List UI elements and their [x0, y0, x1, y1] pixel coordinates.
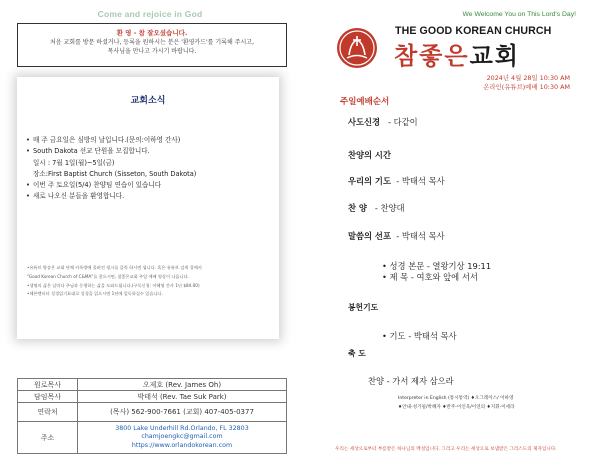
- church-logo-mark: [337, 28, 377, 68]
- right-panel: [300, 0, 600, 464]
- contact-key: 담임목사: [18, 391, 78, 403]
- table-row: [18, 391, 287, 403]
- news-list: [26, 135, 271, 203]
- church-logo-icon: [337, 28, 377, 68]
- church-name-korean: 참좋은교회: [394, 42, 520, 70]
- footer-motto: 우리는 세상으로부터 부름받은 하나님의 백성입니다. 그리고 우리는 세상으로 보냄받은 그리스도의 제자입니다.: [335, 447, 557, 452]
- website-link[interactable]: https://www.orlandokorean.com: [131, 441, 233, 449]
- news-item: • South Dakota 선교 단원을 모집합니다.: [26, 146, 271, 157]
- sermon-subject-line: • 제 목 - 여호와 앞에 서서: [382, 272, 478, 282]
- benediction-heading: 축 도: [348, 349, 366, 358]
- table-row: [18, 403, 287, 422]
- news-title: 교회소식: [130, 96, 166, 106]
- welcome-line-2: 목사님을 만나고 가시기 바랍니다.: [107, 48, 197, 55]
- order-choir: 찬 양 - 찬양대: [348, 203, 405, 213]
- bullet-icon: •: [26, 147, 30, 156]
- greeting-banner: Come and rejoice in God: [97, 9, 203, 19]
- bullet-icon: •: [26, 181, 30, 190]
- order-praise-time: 찬양의 시간: [348, 150, 391, 160]
- closing-song-line: 찬양 - 가서 제자 삼으라: [368, 376, 454, 386]
- address-line: 3800 Lake Underhill Rd.Orlando, FL 32803: [115, 424, 249, 432]
- church-name-english: THE GOOD KOREAN CHURCH: [395, 25, 552, 37]
- news-item-detail: 장소:First Baptist Church (Sisseton, South Dakota): [33, 169, 197, 178]
- note-line: •생명의 삶은 날마다 주님과 동행하는 삶을 도와드립니다.(구독신청: 이혜영 간사 1년 $84.00): [27, 282, 200, 288]
- service-order-title: 주일예배순서: [340, 97, 390, 107]
- note-line: •헤븐맨터터 성경읽기표대로 성경을 읽으시면 1년에 일독하실수 있습니다.: [27, 291, 163, 297]
- bullet-icon: •: [26, 192, 30, 201]
- note-line: •유튜브 방송은 교회 단체 카톡방에 올려진 링크를 클릭 하시면 됩니다. 혹은 유튜브 검색 창에서: [27, 265, 202, 270]
- address-key: 주소: [18, 422, 78, 454]
- news-item: • 새로 나오신 분들을 환영합니다.: [26, 191, 271, 202]
- table-row: [18, 379, 287, 391]
- news-item-detail: 일시 : 7월 1일(월)~5일(금): [33, 158, 115, 167]
- service-date: 2024년 4월 28일 10:30 AM 온라인(유튜브)예배 10:30 AM: [483, 74, 570, 91]
- interpreter-credits: Interpreter in English (통시통역) ♦오그레이스/ 이하영 ♦안내-성기필/박혜자 ♦반주-이인욱/이연의 ♦지휘-이세라: [398, 396, 515, 411]
- order-creed: 사도신경 - 다같이: [348, 117, 418, 127]
- news-notes: [27, 264, 269, 299]
- welcome-line-1: 처음 교회를 방문 하셨거나, 등록을 원하시는 분은 '환영카드'를 기록해 주시고,: [50, 39, 254, 46]
- contact-value: (목사) 562-900-7661 (교회) 407-405-0377: [78, 403, 287, 422]
- news-item: • 이번 주 토요일(5/4) 찬양팀 연습이 있습니다: [26, 180, 271, 191]
- welcome-notice-box: [17, 23, 287, 67]
- offering-prayer-heading: 봉헌기도: [348, 303, 379, 312]
- order-sermon: 말씀의 선포 - 박태석 목사: [348, 231, 445, 241]
- contact-value: 오제호 (Rev. James Oh): [78, 379, 287, 391]
- table-row: [18, 422, 287, 454]
- church-news-box: [17, 77, 279, 339]
- contact-value: 박태석 (Rev. Tae Suk Park): [78, 391, 287, 403]
- scripture-line: • 성경 본문 - 열왕기상 19:11: [382, 261, 492, 271]
- note-line: "Good Korean Church of C&MA"를 찾으시면, 참좋은교회 주일 예배 영상이 나옵니다.: [27, 273, 189, 279]
- offering-prayer-line: • 기도 - 박태석 목사: [382, 331, 457, 341]
- contact-table: [17, 378, 287, 454]
- contact-key: 원로목사: [18, 379, 78, 391]
- address-value: [78, 422, 287, 454]
- email-link[interactable]: chamjoengkc@gmail.com: [141, 433, 223, 441]
- contact-key: 연락처: [18, 403, 78, 422]
- welcome-title: 환 영 - 참 잘오셨습니다.: [116, 29, 188, 37]
- news-item: • 매 주 금요일은 심방의 날입니다.(문의:이하영 간사): [26, 135, 271, 146]
- order-prayer: 우리의 기도 - 박태석 목사: [348, 176, 445, 186]
- bullet-icon: •: [26, 136, 30, 144]
- welcome-banner: We Welcome You on This Lord's Day!: [462, 11, 576, 18]
